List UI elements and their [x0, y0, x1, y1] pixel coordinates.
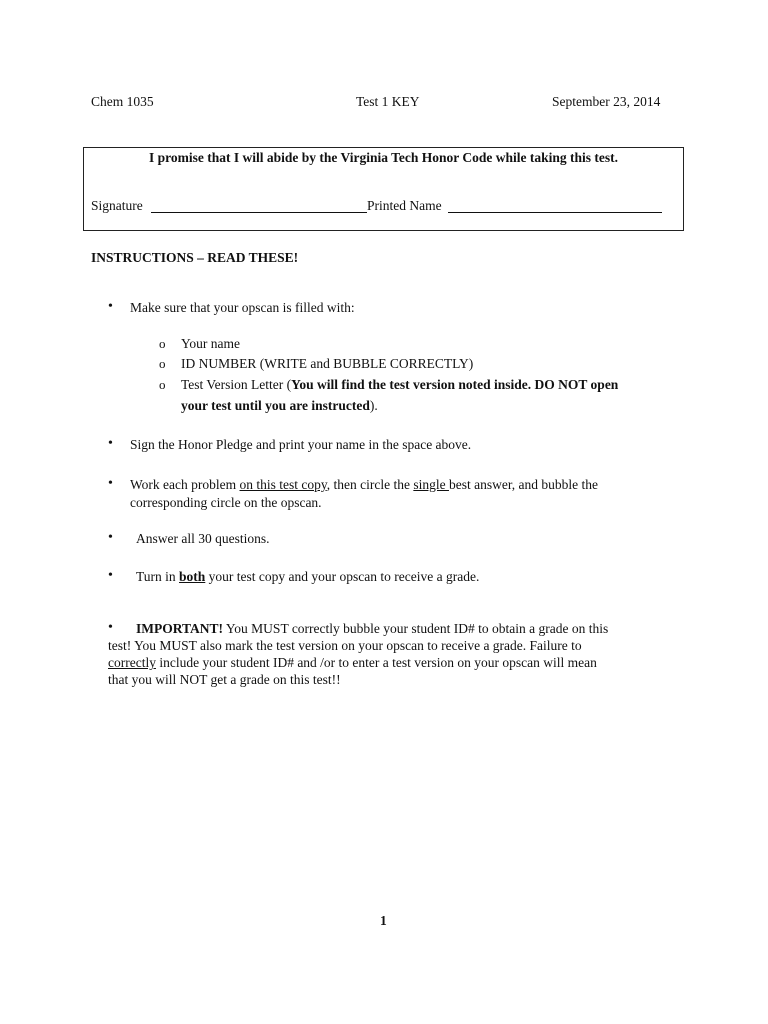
test-title: Test 1 KEY [356, 94, 420, 109]
important-line3-rest: include your student ID# and /or to enter a test version on your opscan will mean [155, 655, 597, 670]
work-part1: Work each problem [130, 477, 240, 492]
answer-all-instruction: Answer all 30 questions. [136, 531, 270, 546]
page-number: 1 [380, 913, 387, 928]
bullet: • [108, 568, 113, 583]
sub-item-id: ID NUMBER (WRITE and BUBBLE CORRECTLY) [181, 356, 474, 371]
version-bold-line2: your test until you are instructed [181, 398, 370, 413]
course-name: Chem 1035 [91, 94, 154, 109]
sign-instruction: Sign the Honor Pledge and print your name in the space above. [130, 437, 472, 452]
signature-line[interactable] [151, 212, 367, 213]
turn-in-part2: your test copy and your opscan to receive a grade. [205, 569, 480, 584]
important-correctly: correctly [108, 655, 156, 670]
important-line1 [136, 621, 608, 637]
important-line3 [108, 655, 597, 671]
sub-item-name: Your name [181, 336, 241, 351]
turn-in-part1: Turn in [136, 569, 180, 584]
important-label: IMPORTANT! [136, 621, 224, 636]
bullet: • [108, 530, 113, 545]
version-prefix: Test Version Letter ( [181, 377, 292, 392]
bullet: • [108, 476, 113, 491]
signature-label: Signature [91, 198, 143, 213]
turn-in-both: both [179, 569, 206, 584]
work-underline2: single [413, 477, 449, 492]
work-underline1: on this test copy [239, 477, 327, 492]
sub-bullet: o [159, 377, 166, 392]
bullet: • [108, 299, 113, 314]
opscan-instruction: Make sure that your opscan is filled with: [130, 300, 355, 315]
test-date: September 23, 2014 [552, 94, 661, 109]
work-instruction-line2: corresponding circle on the opscan. [130, 495, 322, 510]
work-part2: , then circle the [326, 477, 414, 492]
sub-item-version [181, 377, 618, 393]
turn-in-instruction [136, 569, 479, 585]
important-line2: test! You MUST also mark the test version on your opscan to receive a grade. Failure to [108, 638, 582, 653]
honor-pledge-box [83, 147, 684, 231]
important-line4: that you will NOT get a grade on this test!! [108, 672, 341, 687]
printed-name-label: Printed Name [367, 198, 442, 213]
version-suffix: ). [369, 398, 378, 413]
bullet: • [108, 436, 113, 451]
printed-name-line[interactable] [448, 212, 662, 213]
instructions-heading: INSTRUCTIONS – READ THESE! [91, 250, 299, 265]
sub-bullet: o [159, 356, 166, 371]
sub-item-version-cont [181, 398, 378, 414]
important-line1-rest: You MUST correctly bubble your student ID# to obtain a grade on this [223, 621, 609, 636]
bullet: • [108, 620, 113, 635]
work-part3: best answer, and bubble the [448, 477, 599, 492]
work-instruction [130, 477, 598, 493]
honor-pledge-text: I promise that I will abide by the Virginia Tech Honor Code while taking this test. [148, 150, 619, 165]
version-bold-line1: You will find the test version noted inside. DO NOT open [291, 377, 619, 392]
sub-bullet: o [159, 336, 166, 351]
